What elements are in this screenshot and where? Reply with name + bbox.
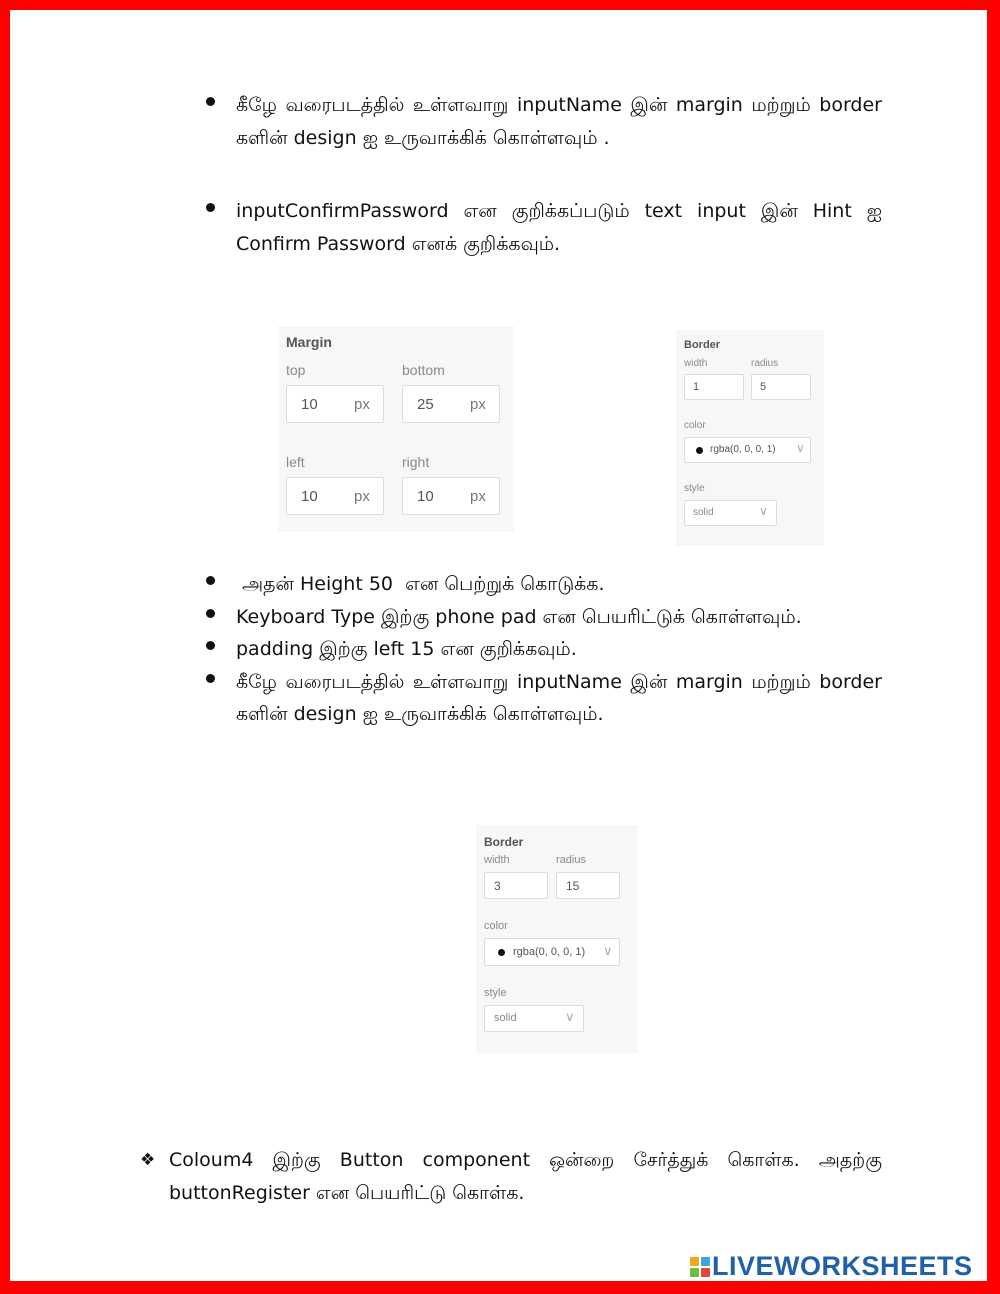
border-radius-input[interactable]: 5 (751, 374, 811, 400)
radius-label: radius (556, 854, 586, 866)
bullet-list-middle (236, 568, 882, 731)
bullet-icon (206, 641, 215, 650)
bullet-icon (206, 609, 215, 618)
panel-title: Border (484, 835, 524, 849)
logo-text: LIVEWORKSHEETS (712, 1251, 973, 1281)
diamond-bullet-icon: ❖ (140, 1150, 156, 1170)
liveworksheets-logo (690, 1253, 988, 1285)
border-color-select[interactable]: rgba(0, 0, 0, 1) ∨ (484, 938, 620, 966)
color-swatch-icon (696, 447, 703, 454)
list-item: அதன் Height 50 என பெற்றுக் கொடுக்க. (236, 568, 882, 601)
border-style-select[interactable]: solid ∨ (684, 500, 777, 526)
margin-bottom-input[interactable]: 25 px (402, 385, 500, 423)
list-item: கீழே வரைபடத்தில் உள்ளவாறு inputName இன் margin மற்றும் border களின் design ஐ உருவாக்கிக் கொள்ளவும். (236, 666, 882, 731)
top-label: top (286, 362, 306, 378)
right-label: right (402, 454, 430, 470)
bottom-label: bottom (402, 362, 445, 378)
chevron-down-icon: ∨ (565, 1009, 575, 1024)
border-settings-panel (676, 330, 824, 546)
width-label: width (484, 854, 510, 866)
list-item: inputConfirmPassword என குறிக்கப்படும் text input இன் Hint ஐ Confirm Password எனக் குறிக்கவும். (236, 195, 882, 260)
chevron-down-icon: ∨ (603, 943, 613, 958)
width-label: width (684, 358, 708, 369)
list-item: கீழே வரைபடத்தில் உள்ளவாறு inputName இன் margin மற்றும் border களின் design ஐ உருவாக்கிக் கொள்ளவும் . (236, 89, 882, 154)
chevron-down-icon: ∨ (759, 504, 768, 518)
color-label: color (484, 920, 508, 932)
chevron-down-icon: ∨ (796, 441, 805, 455)
bullet-icon (206, 674, 215, 683)
border-radius-input[interactable]: 15 (556, 872, 620, 899)
border-color-select[interactable]: rgba(0, 0, 0, 1) ∨ (684, 437, 811, 463)
color-label: color (684, 420, 706, 431)
bullet-icon (206, 203, 215, 212)
border-settings-panel (476, 825, 638, 1053)
style-label: style (684, 483, 705, 494)
border-width-input[interactable]: 3 (484, 872, 548, 899)
panel-title: Border (684, 339, 721, 351)
margin-right-input[interactable]: 10 px (402, 477, 500, 515)
margin-top-input[interactable]: 10 px (286, 385, 384, 423)
bullet-list-top (236, 89, 882, 260)
left-label: left (286, 454, 305, 470)
color-swatch-icon (498, 949, 505, 956)
margin-settings-panel (278, 326, 514, 532)
logo-grid-icon (690, 1257, 710, 1277)
border-style-select[interactable]: solid ∨ (484, 1005, 584, 1032)
panel-title: Margin (286, 334, 332, 350)
list-item: padding இற்கு left 15 என குறிக்கவும். (236, 633, 882, 666)
radius-label: radius (751, 358, 779, 369)
final-instruction: Coloum4 இற்கு Button component ஒன்றை சேர்த்துக் கொள்க. அதற்கு buttonRegister என பெயரிட்டு கொள்க. (169, 1149, 882, 1204)
style-label: style (484, 987, 507, 999)
bullet-icon (206, 97, 215, 106)
bullet-icon (206, 576, 215, 585)
margin-left-input[interactable]: 10 px (286, 477, 384, 515)
border-width-input[interactable]: 1 (684, 374, 744, 400)
list-item: Keyboard Type இற்கு phone pad என பெயரிட்டுக் கொள்ளவும். (236, 601, 882, 634)
